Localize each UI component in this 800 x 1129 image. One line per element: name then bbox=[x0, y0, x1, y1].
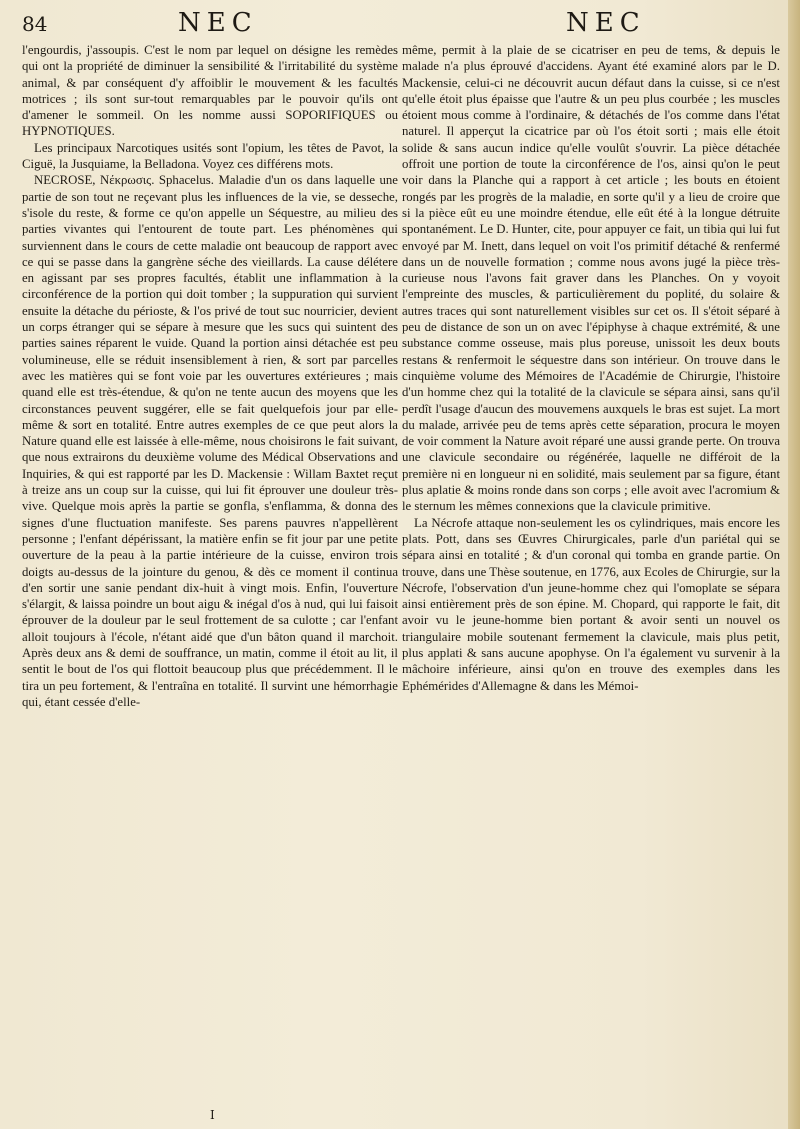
paragraph: l'engourdis, j'assoupis. C'est le nom par lequel on désigne les remèdes qui ont la propriété de diminuer la sensibilité & l'irritabilité du système animal, & par conséquent d'y affoiblir le mouvement & les facultés motrices ; ils sont sur-tout remarquables par le pouvoir qu'ils ont d'amener le sommeil. On les nomme aussi SOPORIFIQUES ou HYPNOTIQUES. bbox=[22, 43, 398, 139]
running-head-left: NEC bbox=[178, 8, 258, 38]
paragraph: NECROSE, Νέκρωσις. Sphacelus. Maladie d'un os dans laquelle une partie de son tout ne reçevant plus les influences de la vie, se desseche, s'isole du reste, & forme ce qu'on appelle un Séquestre, au milieu des parties vivantes qui l'entourent de toute part. Les phénomènes qui surviennent dans le cours de cette maladie ont beaucoup de rapport avec ce qui se passe dans la gangrène séche des vieillards. La cause délétere en agissant par ses propres facultés, établit une inflammation à la circonférence de la portion qui doit tomber ; la suppuration qui survient ensuite la détache du périoste, & l'os privé de tout suc nourricier, devient un corps étranger qui se sépare à mesure que les sucs qui suintent des parties saines réparent le vuide. Quand la portion ainsi détachée est peu volumineuse, elle se réduit insensiblement à rien, & sort par parcelles avec les matières qui se font voie par les ouvertures extérieures ; mais quand elle est très-étendue, & qu'on ne tente aucun des moyens que les circonstances peuvent suggérer, elle se fait quelquefois jour par elle-même & sort en totalité. Entre autres exemples de ce que peut alors la Nature quand elle est laissée à elle-même, nous choisirons le fait suivant, que nous extrairons du deuxième volume des Médical Observations and Inquiries, & qui est rapporté par les D. Mackensie : Willam Baxtet reçut à treize ans un coup sur la cuisse, qui lui fit éprouver une douleur très-vive. Quelque mois après la partie se gonfla, s'enflamma, & donna des signes d'une fluctuation manifeste. Ses parens pauvres n'appellèrent personne ; l'enfant dépérissant, la matière enfin se fit jour par une petite ouverture de la peau à la partie intérieure de la cuisse, environ trois doigts au-dessus de la jointure du genou, & dès ce moment il continua d'en sortir une sanie pendant dix-huit à vingt mois. Enfin, l'ouverture s'élargit, & laissa poindre un bout aigu & inégal d'os à nud, qui lui faisoit éprouver de la douleur par le seul frottement de sa culotte ; car l'enfant alloit toujours à l'école, n'étant aidé que d'un bâton quand il marchoit. Après deux ans & demi de souffrance, un matin, comme il étoit au lit, il sentit le bout de l'os qui flottoit beaucoup plus que précédemment. Il le tira un peu fortement, & l'entraîna en totalité. Il survint une hémorrhagie qui, étant cessée d'elle- bbox=[22, 173, 398, 709]
running-head-right: NEC bbox=[566, 8, 646, 38]
right-column bbox=[402, 42, 780, 1117]
paragraph: même, permit à la plaie de se cicatriser en peu de tems, & depuis le malade n'a plus éprouvé d'accidens. Ayant été examiné alors par le D. Mackensie, celui-ci ne découvrit aucun défaut dans la cuisse, si ce n'est qu'elle étoit plus épaisse que l'autre & un peu plus courbée ; les muscles étoient mous comme à l'ordinaire, & détachés de l'os comme dans l'état naturel. Il apperçut la cicatrice par où l'os étoit sorti ; mais elle étoit solide & sans aucun indice qu'elle voulût s'ouvrir. La pièce détachée offroit une portion de toute la circonférence de l'os, ainsi qu'on le peut voir dans la Planche qui a rapport à cet article ; les bouts en étoient rongés par les progrès de la maladie, en sorte qu'il y a lieu de croire que si la pièce eût eu une moindre étendue, elle eût été à la longue détruite spontanément. Le D. Hunter, cite, pour appuyer ce fait, un tibia qui lui fut envoyé par M. Inett, dans lequel on voit l'os primitif détaché & renfermé dans un de nouvelle formation ; comme nous avons jugé la pièce très-curieuse nous l'avons fait graver dans les Planches. On y voyoit l'empreinte des muscles, & particulièrement du poplité, du solaire & autres traces qui sont naturellement visibles sur cet os. Il s'étoit séparé à peu de distance de son un on avec l'épiphyse à chaque extrémité, & une substance comme osseuse, mais plus poreuse, unissoit les deux bouts restans & renfermoit le séquestre dans son intérieur. On trouve dans le cinquième volume des Mémoires de l'Académie de Chirurgie, l'histoire d'un homme chez qui la totalité de la clavicule se sépara ainsi, sans qu'il perdît l'usage d'aucun des mouvemens auxquels le bras est sujet. La mort du malade, arrivée peu de tems après cette séparation, procura le moyen de voir comment la Nature avoit réparé une aussi grande perte. On trouva une clavicule secondaire ou régénérée, laquelle ne différoit de la première ni en longueur ni en solidité, mais seulement par sa figure, étant plus aplatie & moins ronde dans son corps ; elle avoit avec l'acromium & le sternum les mêmes connexions que la clavicule primitive. bbox=[402, 43, 780, 514]
page-header bbox=[0, 8, 800, 42]
paragraph: La Nécrofe attaque non-seulement les os cylindriques, mais encore les plats. Pott, dans ses Œuvres Chirurgicales, parle d'un pariétal qui se sépara ainsi en totalité ; & d'un coronal qui tomba en grande partie. On trouve, dans une Thèse soutenue, en 1776, aux Ecoles de Chirurgie, sur la Nécrofe, l'observation d'un jeune-homme chez qui l'omoplate se sépara ainsi entièrement près de son épine. M. Chopard, qui rapporte le fait, dit avoir vu le jeune-homme bien portant & avoir senti un nouvel os triangulaire mobile soutenant fermement la clavicule, mais plus petit, plus applati & sans aucune apophyse. On l'a également vu survenir à la mâchoire inférieure, ainsi qu'on en trouve des exemples dans les Ephémérides d'Allemagne & dans les Mémoi- bbox=[402, 515, 780, 693]
page-number: 84 bbox=[22, 12, 48, 36]
signature-mark: I bbox=[210, 1108, 215, 1122]
left-column bbox=[22, 42, 398, 1117]
page-edge bbox=[788, 0, 800, 1129]
paragraph: Les principaux Narcotiques usités sont l'opium, les têtes de Pavot, la Ciguë, la Jusquiame, la Belladona. Voyez ces différens mots. bbox=[22, 140, 398, 172]
